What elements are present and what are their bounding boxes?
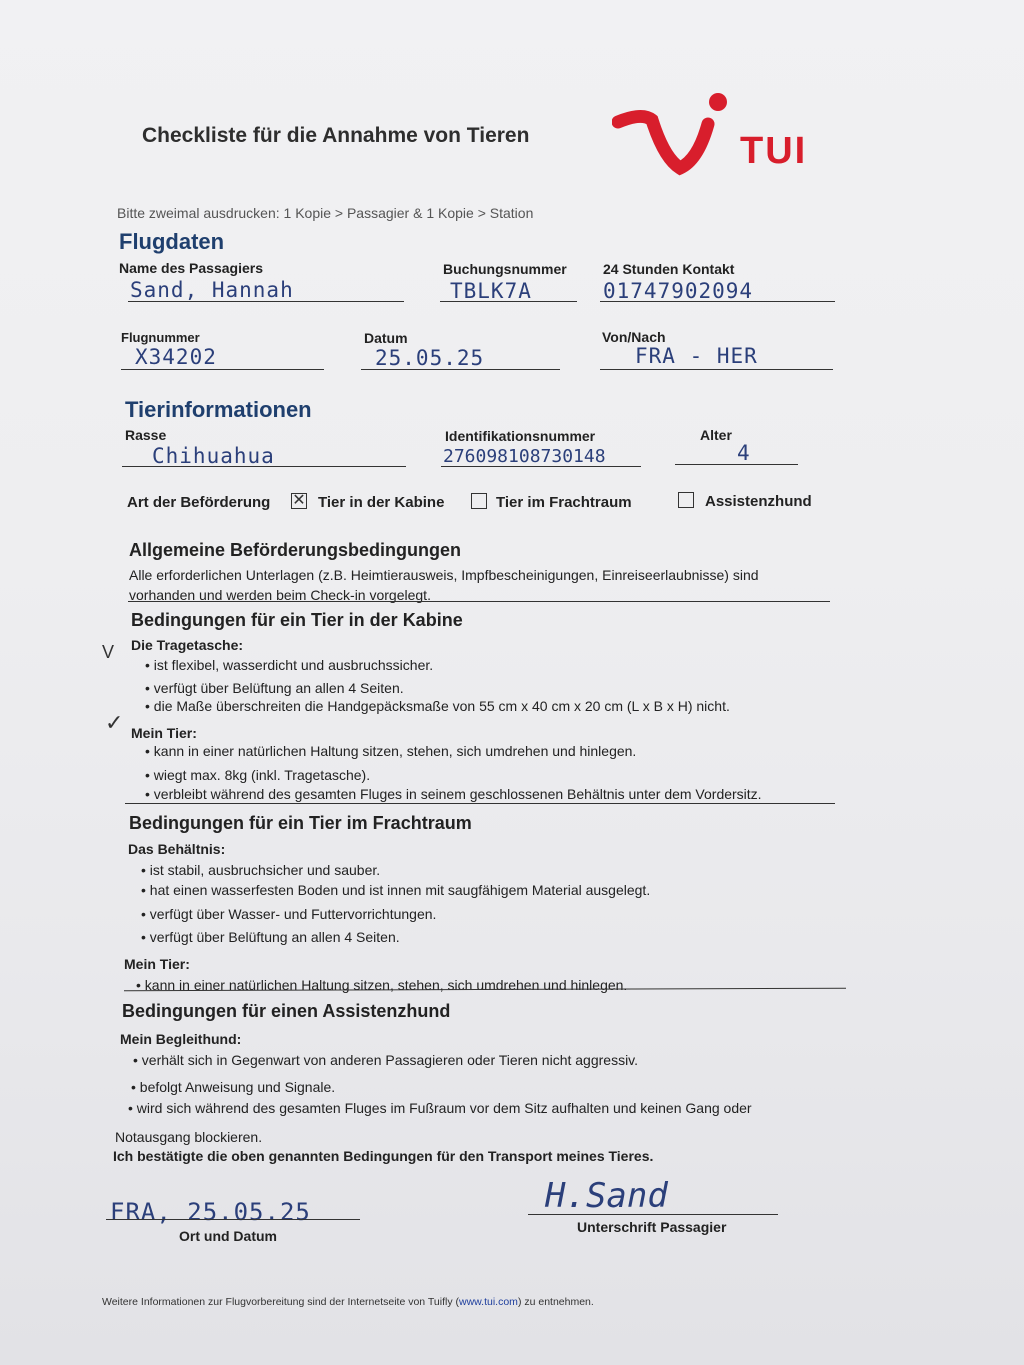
cargo-sub2: Mein Tier: [124, 956, 190, 972]
cargo-item-5: • kann in einer natürlichen Haltung sitzen, stehen, sich umdrehen und hinlegen. [136, 977, 628, 993]
booking-field[interactable]: TBLK7A [450, 279, 532, 303]
cabin-item-2: • verfügt über Belüftung an allen 4 Seiten. [145, 680, 404, 696]
confirmation-text: Ich bestätigte die oben genannten Bedingungen für den Transport meines Tieres. [113, 1148, 654, 1164]
breed-label: Rasse [125, 427, 167, 443]
cabin-item-6: • verbleibt während des gesamten Fluges in seinem geschlossenen Behältnis unter dem Vordersitz. [145, 786, 762, 802]
checkbox-assistance[interactable] [678, 492, 694, 508]
date-label: Datum [364, 330, 408, 346]
footer-text-after: ) zu entnehmen. [517, 1296, 594, 1308]
section-flight-heading: Flugdaten [119, 229, 225, 254]
breed-field[interactable]: Chihuahua [152, 444, 275, 468]
route-label: Von/Nach [602, 329, 666, 345]
cargo-sub1: Das Behältnis: [128, 841, 226, 857]
cabin-item-3: • die Maße überschreiten die Handgepäcksmaße von 55 cm x 40 cm x 20 cm (L x B x H) nicht. [145, 698, 730, 714]
assist-item-3: • wird sich während des gesamten Fluges im Fußraum vor dem Sitz aufhalten und keinen Gang oder [128, 1100, 752, 1116]
id-field[interactable]: 276098108730148 [443, 446, 606, 467]
booking-label: Buchungsnummer [443, 261, 567, 277]
checkbox-cargo[interactable] [471, 493, 487, 509]
passenger-field[interactable]: Sand, Hannah [130, 278, 294, 302]
footer-note [102, 1296, 594, 1308]
contact-field[interactable]: 01747902094 [603, 279, 754, 303]
general-heading: Allgemeine Beförderungsbedingungen [129, 540, 462, 560]
cabin-item-4: • kann in einer natürlichen Haltung sitzen, stehen, sich umdrehen und hinlegen. [145, 743, 637, 759]
signature-field[interactable]: H.Sand [545, 1176, 668, 1216]
section-animal-heading: Tierinformationen [125, 397, 312, 422]
cargo-heading: Bedingungen für ein Tier im Frachtraum [129, 813, 472, 833]
passenger-label: Name des Passagiers [119, 260, 263, 276]
print-hint: Bitte zweimal ausdrucken: 1 Kopie > Passagier & 1 Kopie > Station [117, 205, 534, 221]
general-text-1: Alle erforderlichen Unterlagen (z.B. Heimtierausweis, Impfbescheinigungen, Einreiseerlaubnisse) sind [129, 567, 759, 583]
assist-heading: Bedingungen für einen Assistenzhund [122, 1001, 451, 1021]
cargo-item-2: • hat einen wasserfesten Boden und ist innen mit saugfähigem Material ausgelegt. [141, 882, 651, 898]
check-mark-1: V [102, 642, 115, 662]
flightno-label: Flugnummer [121, 330, 200, 345]
page-title: Checkliste für die Annahme von Tieren [142, 124, 530, 147]
cargo-item-3: • verfügt über Wasser- und Futtervorrichtungen. [141, 906, 437, 922]
general-text-2: vorhanden und werden beim Check-in vorgelegt. [129, 587, 431, 603]
place-date-label: Ort und Datum [179, 1228, 277, 1244]
check-mark-2: ✓ [105, 710, 124, 735]
option-assistance-label: Assistenzhund [705, 493, 812, 510]
assist-item-2: • befolgt Anweisung und Signale. [131, 1079, 336, 1095]
age-field[interactable]: 4 [737, 441, 751, 465]
signature-label: Unterschrift Passagier [577, 1219, 727, 1235]
transport-label: Art der Beförderung [127, 494, 271, 511]
cabin-item-5: • wiegt max. 8kg (inkl. Tragetasche). [145, 767, 371, 783]
cabin-item-1: • ist flexibel, wasserdicht und ausbruchssicher. [145, 657, 434, 673]
flightno-field[interactable]: X34202 [135, 345, 217, 369]
contact-label: 24 Stunden Kontakt [603, 261, 735, 277]
age-label: Alter [700, 427, 732, 443]
cabin-heading: Bedingungen für ein Tier in der Kabine [131, 610, 463, 630]
assist-item-1: • verhält sich in Gegenwart von anderen Passagieren oder Tieren nicht aggressiv. [133, 1052, 639, 1068]
checkbox-cabin[interactable]: ✕ [292, 492, 306, 509]
option-cargo-label: Tier im Frachtraum [496, 494, 632, 511]
place-date-field[interactable]: FRA, 25.05.25 [110, 1198, 311, 1226]
option-cabin-label: Tier in der Kabine [318, 494, 445, 511]
cabin-sub1: Die Tragetasche: [131, 637, 244, 653]
footer-link[interactable]: www.tui.com [459, 1296, 518, 1308]
footer-text-before: Weitere Informationen zur Flugvorbereitung sind der Internetseite von Tuifly ( [102, 1296, 459, 1308]
brand-name: TUI [740, 130, 808, 172]
route-field[interactable]: FRA - HER [635, 344, 758, 368]
assist-sub1: Mein Begleithund: [120, 1031, 242, 1047]
cargo-item-4: • verfügt über Belüftung an allen 4 Seiten. [141, 929, 400, 945]
cargo-item-1: • ist stabil, ausbruchsicher und sauber. [141, 862, 381, 878]
cabin-sub2: Mein Tier: [131, 725, 197, 741]
assist-item-3-cont: Notausgang blockieren. [115, 1129, 263, 1145]
id-label: Identifikationsnummer [445, 428, 596, 444]
date-field[interactable]: 25.05.25 [375, 346, 485, 370]
